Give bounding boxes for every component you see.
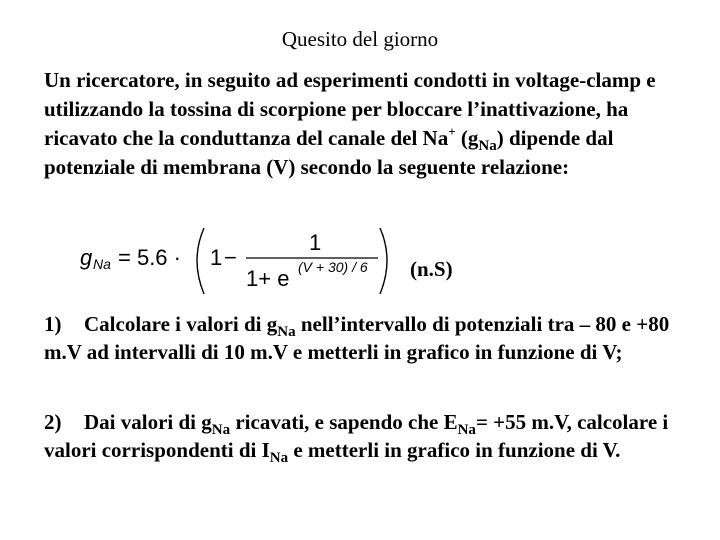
item2-text-a: Dai valori di g [84,410,212,434]
intro-text-3: ) dipende dal potenziale di membrana (V) secondo la seguente relazione: [44,126,614,179]
question-item-2 [44,408,684,464]
left-paren [197,228,204,294]
item2-text-c: = +55 m.V, calcolare i valori corrispondenti di I [44,410,669,462]
item-number-2: 2) [44,410,62,434]
page-title: Quesito del giorno [281,27,439,51]
exponent: (V + 30) / 6 [298,259,368,275]
formula-one: 1 [210,245,223,270]
item2-text-b: ricavati, e sapendo che E [230,410,458,434]
item2-na-subscript-2: Na [457,422,476,438]
intro-text-1: Un ricercatore, in seguito ad esperimenti condotti in voltage-clamp e utilizzando la tossina di scorpione per bloccare l’inattivazione, ha ricavato che la conduttanza del canale del Na [44,68,656,150]
intro-text-2: (g [455,126,479,150]
na-subscript: Na [478,138,497,154]
item1-text-b: nell’intervallo di potenziali tra – 80 e +80 m.V ad intervalli di 10 m.V e metterli in grafico in funzione di V; [44,312,670,364]
formula-g: g [80,245,93,270]
conductance-formula [70,222,400,300]
item2-na-subscript-3: Na [269,450,289,466]
item1-na-subscript: Na [277,324,296,340]
fraction-numerator: 1 [309,230,322,255]
right-paren [380,228,387,294]
item1-text-a: Calcolare i valori di g [84,312,278,336]
intro-paragraph [44,66,684,182]
formula-minus: − [224,245,237,270]
plus-superscript: + [448,124,456,139]
item-number-1: 1) [44,312,62,336]
formula-coefficient: = 5.6 · [118,245,181,270]
unit-label: (n.S) [410,257,453,281]
denominator-base: 1+ e [246,266,290,291]
item2-text-d: e metterli in grafico in funzione di V. [288,438,621,462]
question-item-1 [44,310,684,366]
item2-na-subscript-1: Na [211,422,231,438]
formula-na-subscript: Na [93,256,111,272]
